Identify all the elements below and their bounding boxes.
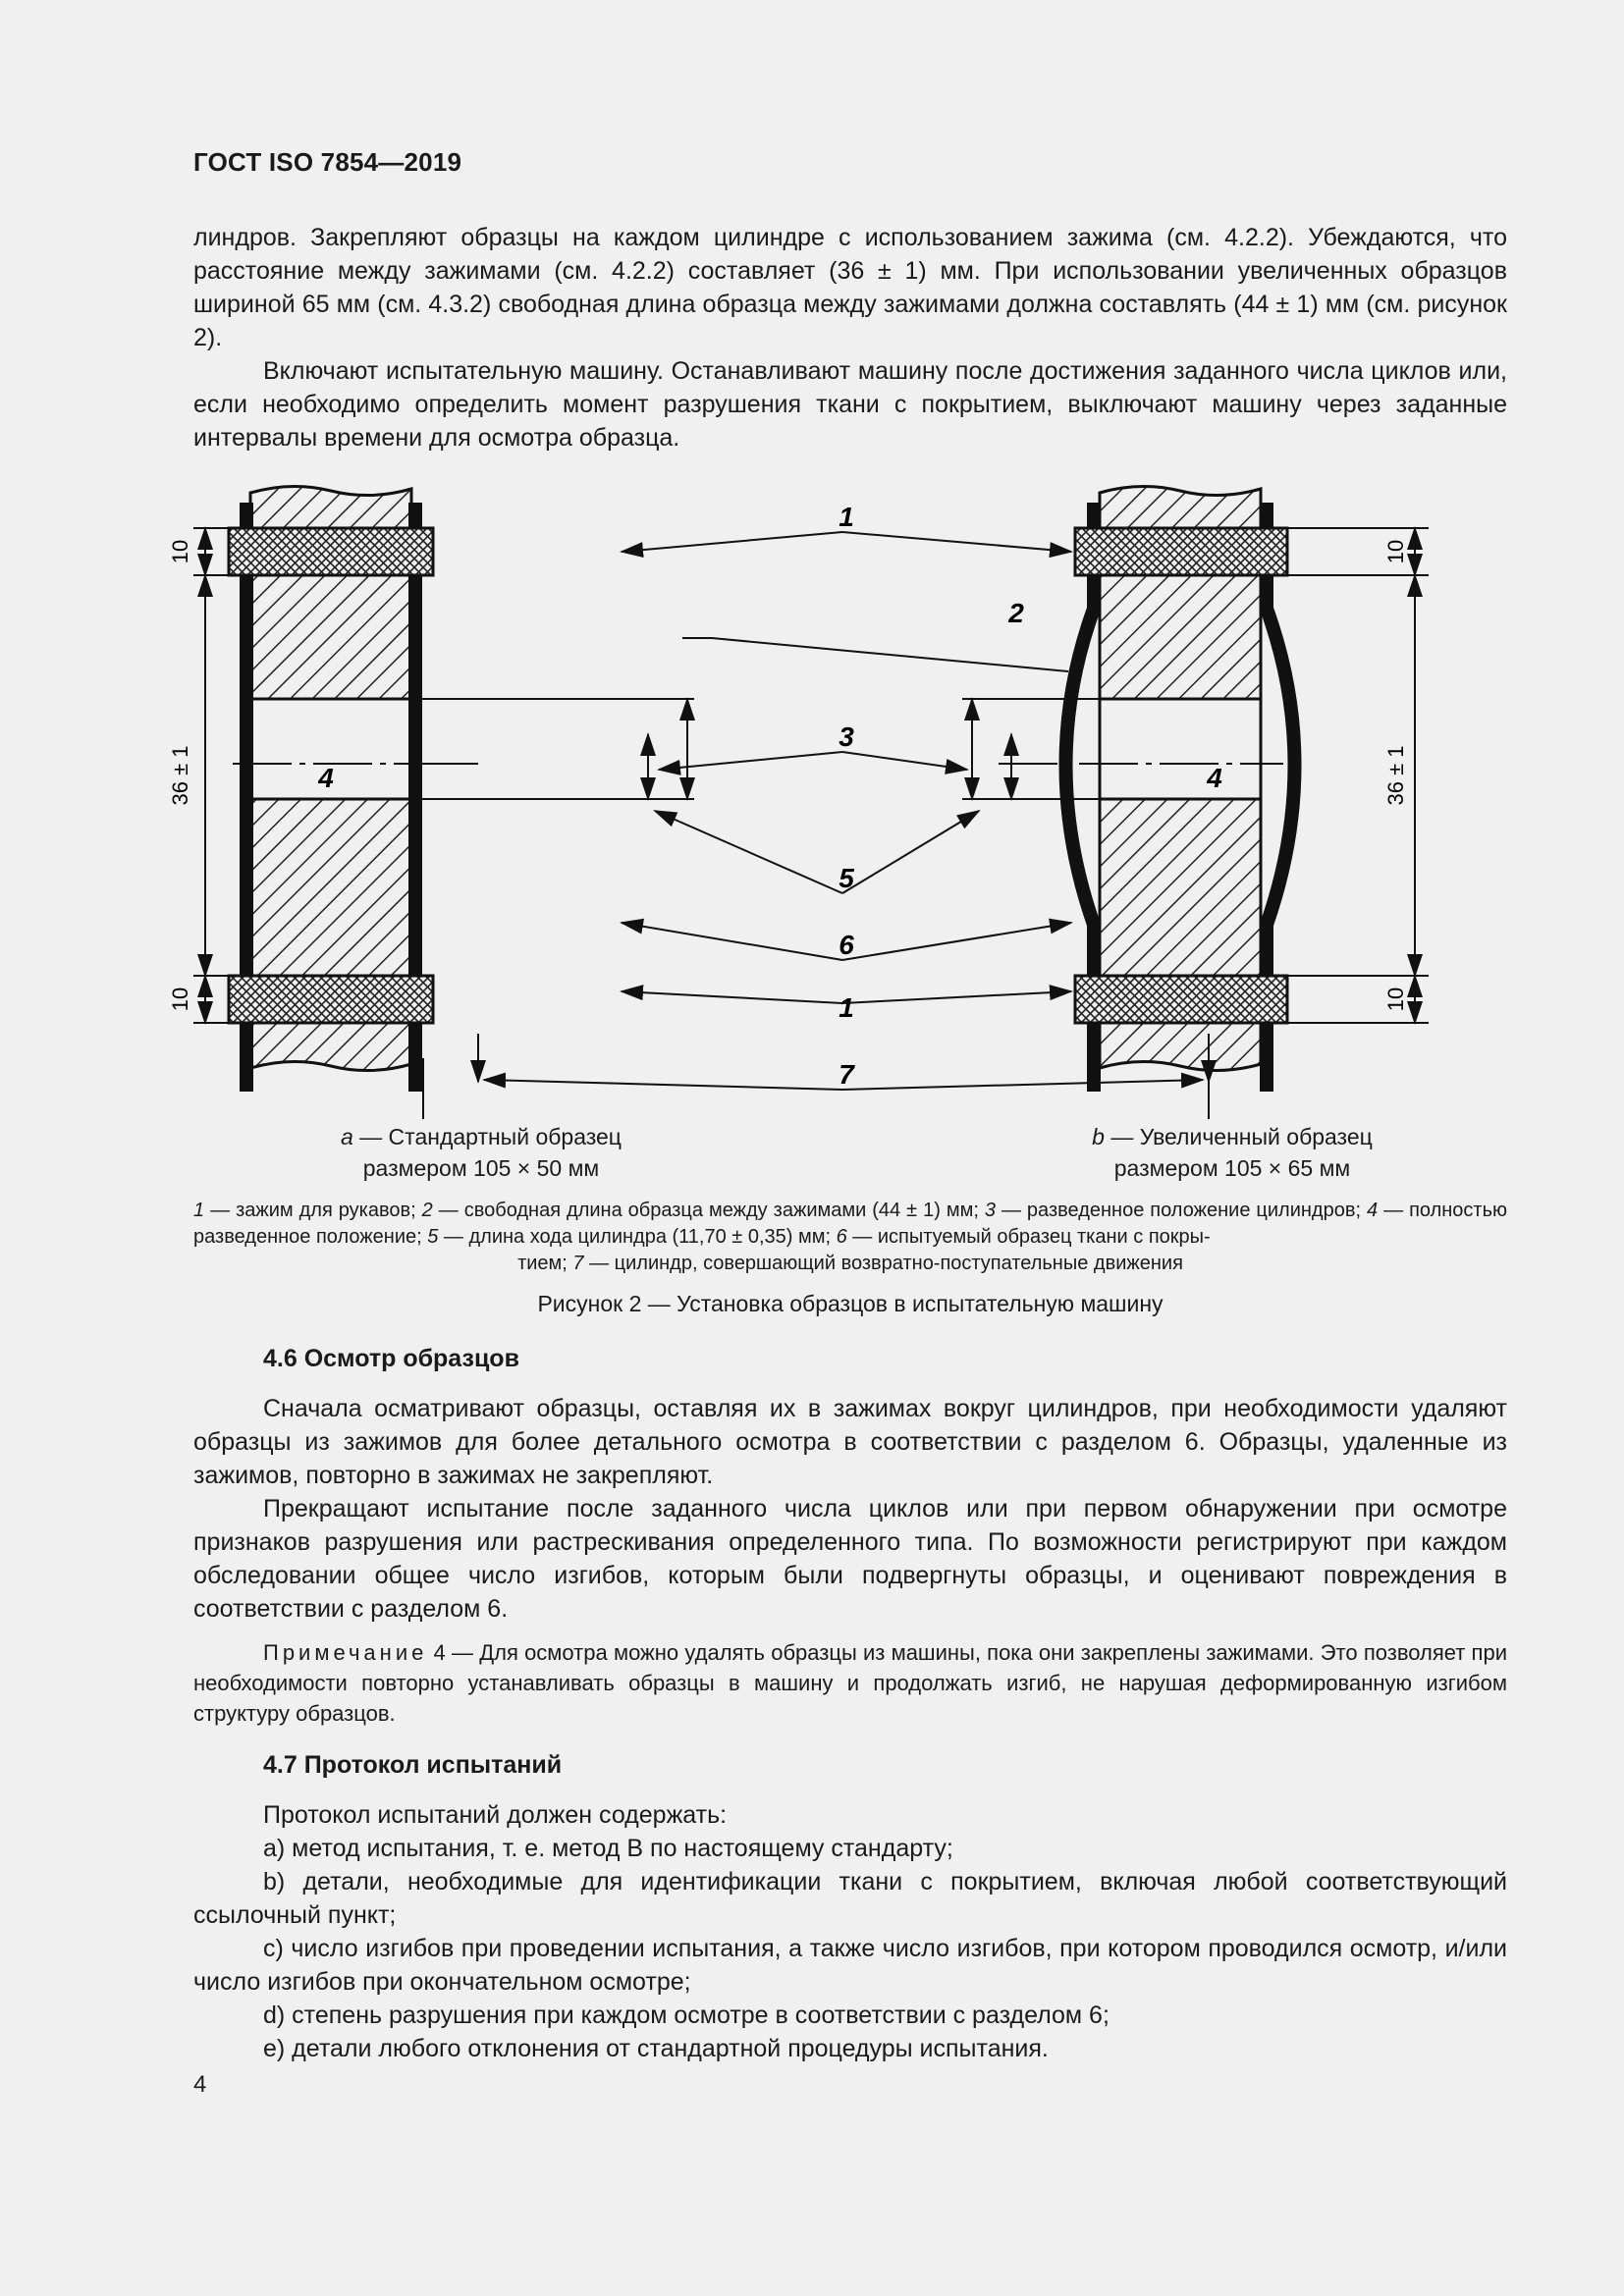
legend-text-5: — длина хода цилиндра (11,70 ± 0,35) мм; bbox=[438, 1226, 837, 1248]
right-bulging-specimen-left bbox=[1066, 609, 1095, 925]
section-4-6-paragraph-2: Прекращают испытание после заданного числа циклов или при первом обнаружении при осмотре признаков разрушения или растрескивания определенного типа. По возможности регистрируют при каждом обследовании общее число изгибов, которым были подвергнуты образцы, и оценивают повреждения в соответствии с разделом 6. bbox=[193, 1495, 1507, 1623]
legend-text-6b: тием; bbox=[517, 1253, 573, 1274]
right-cylinder-gap bbox=[1100, 699, 1261, 799]
note-text: 4 — Для осмотра можно удалять образцы из машины, пока они закреплены зажимами. Это позволяет при необходимости повторно устанавливать образцы в машину и продолжать изгиб, не нарушая деформированную изгибом структуру образцов. bbox=[193, 1640, 1507, 1726]
intro-paragraph-1: линдров. Закрепляют образцы на каждом цилиндре с использованием зажима (см. 4.2.2). Убеждаются, что расстояние между зажимами (см. 4.2.2) составляет (36 ± 1) мм. При использовании увеличенных образцов шириной 65 мм (см. 4.3.2) свободная длина образца между зажимами должна составлять (44 ± 1) мм (см. рисунок 2). bbox=[193, 224, 1507, 351]
section-4-7-title: 4.7 Протокол испытаний bbox=[263, 1751, 563, 1779]
section-4-6-text bbox=[193, 1392, 1507, 1626]
legend-key-3: 3 bbox=[984, 1200, 996, 1221]
right-label-4: 4 bbox=[1207, 763, 1222, 793]
legend-key-5: 5 bbox=[427, 1226, 439, 1248]
intro-text bbox=[193, 221, 1507, 454]
section-4-7-text bbox=[193, 1798, 1507, 2065]
label-1-bottom: 1 bbox=[839, 992, 854, 1023]
right-lower-cylinder bbox=[1100, 799, 1261, 1071]
document-header: ГОСТ ISO 7854—2019 bbox=[193, 147, 462, 177]
report-item-c: c) число изгибов при проведении испытания, а также число изгибов, при котором проводился осмотр, и/или число изгибов при окончательном осмотре; bbox=[193, 1935, 1507, 1996]
note-4 bbox=[193, 1637, 1507, 1729]
left-dim-10-bottom: 10 bbox=[168, 987, 192, 1012]
label-5: 5 bbox=[839, 863, 854, 893]
report-item-a: a) метод испытания, т. е. метод В по настоящему стандарту; bbox=[263, 1835, 953, 1862]
legend-text-4: — полностью разведенное положение; bbox=[193, 1200, 1507, 1248]
legend-text-6: — испытуемый образец ткани с покры- bbox=[846, 1226, 1211, 1248]
subcaption-a bbox=[285, 1121, 677, 1184]
legend-key-1: 1 bbox=[193, 1200, 205, 1221]
note-label: Примечание bbox=[263, 1640, 428, 1665]
legend-key-4: 4 bbox=[1367, 1200, 1379, 1221]
left-lower-clamp bbox=[229, 976, 433, 1023]
right-dim-10-top: 10 bbox=[1383, 539, 1408, 564]
left-lower-cylinder bbox=[250, 799, 411, 1071]
page-number: 4 bbox=[193, 2071, 207, 2098]
right-upper-cylinder bbox=[1100, 486, 1261, 699]
left-dimension-lines bbox=[193, 528, 229, 1023]
subcaption-a-line2: размером 105 × 50 мм bbox=[362, 1155, 600, 1181]
label-1-top: 1 bbox=[839, 502, 854, 532]
right-lower-clamp bbox=[1075, 976, 1287, 1023]
legend-text-7: — цилиндр, совершающий возвратно-поступательные движения bbox=[583, 1253, 1183, 1274]
section-4-6-paragraph-1: Сначала осматривают образцы, оставляя их в зажимах вокруг цилиндров, при необходимости удаляют образцы из зажимов для более детального осмотра в соответствии с разделом 6. Образцы, удаленные из зажимов, повторно в зажимах не закрепляют. bbox=[193, 1395, 1507, 1489]
legend-key-6: 6 bbox=[836, 1226, 847, 1248]
legend-key-7: 7 bbox=[572, 1253, 584, 1274]
subcaption-b-line1: — Увеличенный образец bbox=[1104, 1124, 1373, 1149]
subcaption-b bbox=[1036, 1121, 1429, 1184]
legend-last-line bbox=[193, 1251, 1507, 1277]
right-bulging-specimen-right bbox=[1267, 609, 1295, 925]
right-upper-clamp bbox=[1075, 528, 1287, 575]
subcaption-b-letter: b bbox=[1092, 1124, 1105, 1149]
report-item-e: e) детали любого отклонения от стандартной процедуры испытания. bbox=[263, 2035, 1049, 2062]
report-item-b: b) детали, необходимые для идентификации ткани с покрытием, включая любой соответствующий ссылочный пункт; bbox=[193, 1868, 1507, 1929]
right-specimen-assembly bbox=[962, 486, 1429, 1119]
legend-text-2: — свободная длина образца между зажимами (44 ± 1) мм; bbox=[432, 1200, 985, 1221]
legend-key-2: 2 bbox=[421, 1200, 433, 1221]
left-dim-10-top: 10 bbox=[168, 539, 192, 564]
report-item-d: d) степень разрушения при каждом осмотре в соответствии с разделом 6; bbox=[263, 2002, 1110, 2029]
figure-caption: Рисунок 2 — Установка образцов в испытательную машину bbox=[537, 1291, 1164, 1316]
subcaption-a-letter: a bbox=[340, 1124, 353, 1149]
label-3: 3 bbox=[839, 721, 854, 752]
intro-paragraph-2: Включают испытательную машину. Останавливают машину после достижения заданного числа циклов или, если необходимо определить момент разрушения ткани с покрытием, выключают машину через заданные интервалы времени для осмотра образца. bbox=[193, 357, 1507, 452]
left-specimen-assembly bbox=[168, 486, 694, 1119]
left-dim-36: 36 ± 1 bbox=[168, 745, 192, 806]
label-6: 6 bbox=[839, 930, 854, 960]
section-4-7-intro: Протокол испытаний должен содержать: bbox=[263, 1801, 728, 1829]
right-dim-10-bottom: 10 bbox=[1383, 987, 1408, 1012]
figure-2-diagram bbox=[168, 461, 1507, 1119]
label-2: 2 bbox=[1008, 598, 1024, 628]
figure-legend bbox=[193, 1198, 1507, 1277]
section-4-6-title: 4.6 Осмотр образцов bbox=[263, 1345, 519, 1372]
left-upper-cylinder bbox=[250, 486, 411, 699]
label-7: 7 bbox=[839, 1059, 854, 1090]
left-upper-clamp bbox=[229, 528, 433, 575]
subcaption-b-line2: размером 105 × 65 мм bbox=[1113, 1155, 1351, 1181]
legend-text-1: — зажим для рукавов; bbox=[204, 1200, 422, 1221]
legend-text-3: — разведенное положение цилиндров; bbox=[995, 1200, 1367, 1221]
right-dim-36: 36 ± 1 bbox=[1383, 745, 1408, 806]
subcaption-a-line1: — Стандартный образец bbox=[352, 1124, 622, 1149]
left-label-4: 4 bbox=[318, 763, 334, 793]
